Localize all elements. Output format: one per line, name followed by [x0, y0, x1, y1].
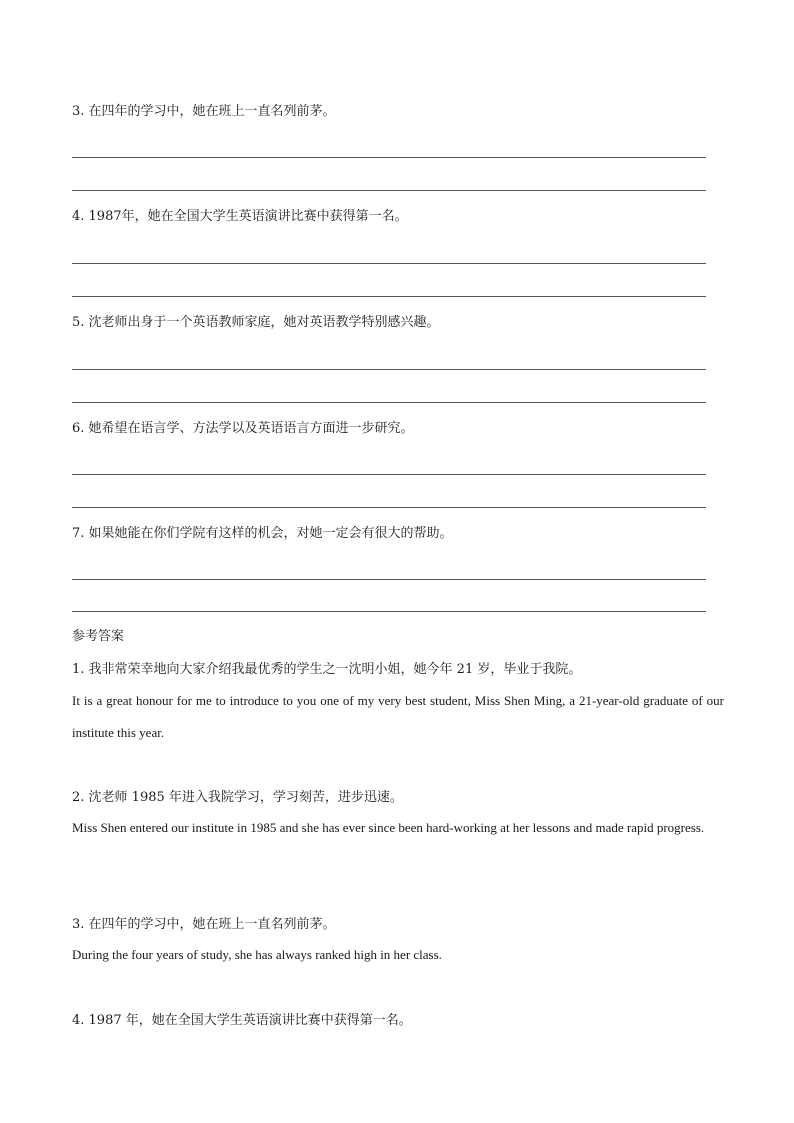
- question-5: 5. 沈老师出身于一个英语教师家庭，她对英语教学特别感兴趣。: [72, 315, 440, 330]
- answer-2-english: Miss Shen entered our institute in 1985 and she has ever since been hard-working at her lessons and made rapid progress.: [72, 820, 705, 835]
- answer-line: [72, 296, 706, 297]
- answer-line: [72, 611, 706, 612]
- answer-line: [72, 263, 706, 264]
- answer-line: [72, 157, 706, 158]
- question-4: 4. 1987年，她在全国大学生英语演讲比赛中获得第一名。: [72, 209, 408, 224]
- answer-1-chinese: 1. 我非常荣幸地向大家介绍我最优秀的学生之一沈明小姐，她今年 21 岁，毕业于我院。: [72, 662, 582, 677]
- answer-3-chinese: 3. 在四年的学习中，她在班上一直名列前茅。: [72, 917, 336, 932]
- answer-line: [72, 579, 706, 580]
- answer-1-english: It is a great honour for me to introduce to you one of my very best student, Miss Shen Ming, a 21-year-old graduate of our institute this year.: [72, 693, 724, 740]
- answer-line: [72, 369, 706, 370]
- answer-2-chinese: 2. 沈老师 1985 年进入我院学习，学习刻苦，进步迅速。: [72, 790, 403, 805]
- answers-heading: 参考答案: [72, 629, 125, 644]
- answer-line: [72, 402, 706, 403]
- answer-line: [72, 190, 706, 191]
- question-6: 6. 她希望在语言学、方法学以及英语语言方面进一步研究。: [72, 421, 414, 436]
- answer-line: [72, 474, 706, 475]
- answer-line: [72, 507, 706, 508]
- answer-3-english: During the four years of study, she has always ranked high in her class.: [72, 947, 442, 962]
- question-7: 7. 如果她能在你们学院有这样的机会，对她一定会有很大的帮助。: [72, 526, 453, 541]
- question-3: 3. 在四年的学习中，她在班上一直名列前茅。: [72, 104, 336, 119]
- answer-4-chinese: 4. 1987 年，她在全国大学生英语演讲比赛中获得第一名。: [72, 1013, 412, 1028]
